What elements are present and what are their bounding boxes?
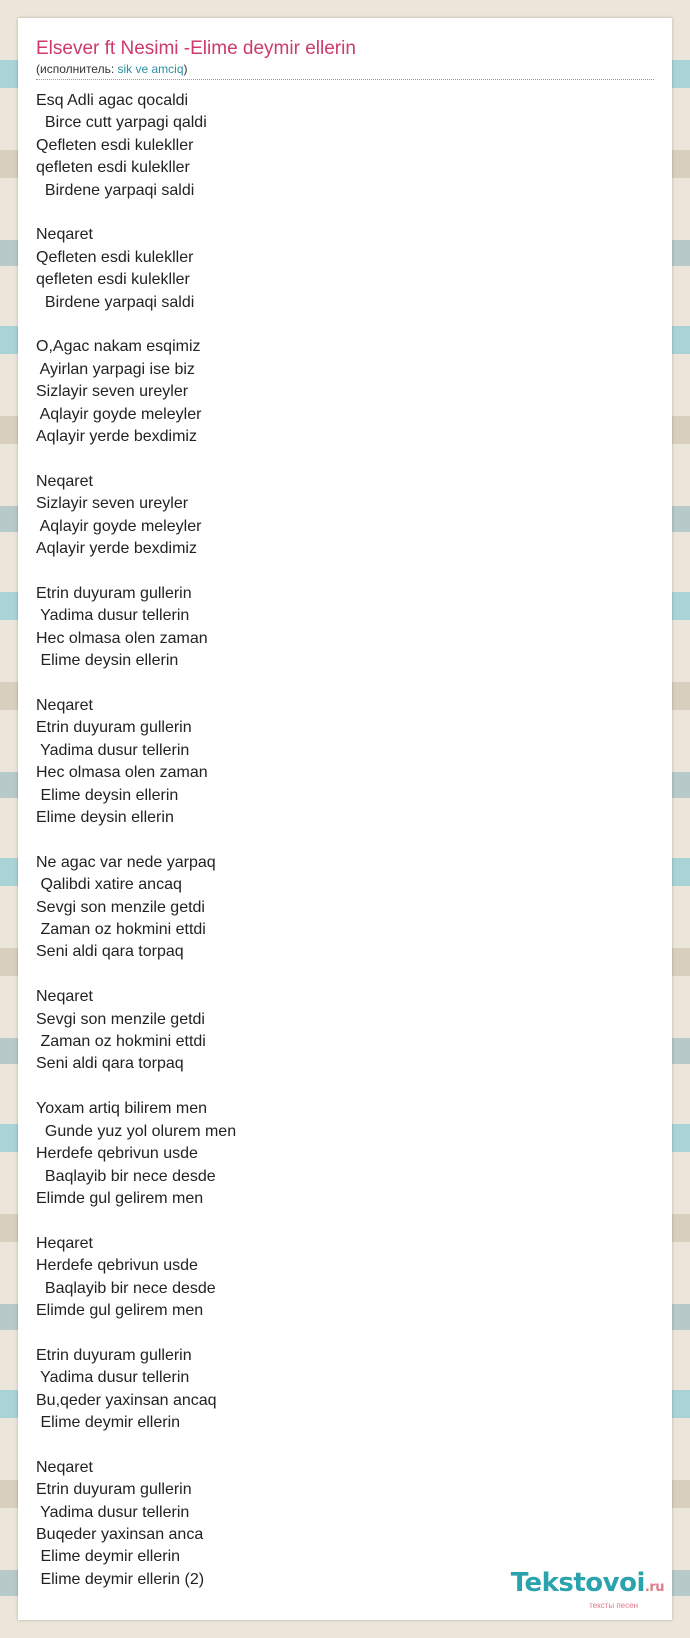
lyrics-text [36,90,636,1591]
lyric-line: O,Agac nakam esqimiz [36,338,201,356]
lyric-line: Elime deysin ellerin [36,652,179,670]
lyric-line [36,1434,636,1456]
performer-line [36,62,188,76]
lyric-line: Neqaret [36,226,93,244]
lyric-line [36,449,636,471]
lyric-line: Qefleten esdi kulekller [36,136,194,154]
lyric-line: Yadima dusur tellerin [36,607,190,625]
lyric-line: Etrin duyuram gullerin [36,719,192,737]
lyric-line: Bu,qeder yaxinsan ancaq [36,1391,217,1409]
lyric-line: Aqlayir goyde meleyler [36,517,202,535]
lyric-line: Neqaret [36,696,93,714]
lyric-line: Etrin duyuram gullerin [36,584,192,602]
lyric-line: Qefleten esdi kulekller [36,248,194,266]
lyrics-card [18,18,672,1620]
lyric-line: Esq Adli agac qocaldi [36,92,189,109]
lyric-line: Birce cutt yarpagi qaldi [36,114,207,132]
lyric-line [36,1076,636,1098]
lyric-line: Seni aldi qara torpaq [36,1055,184,1073]
lyric-line: Yadima dusur tellerin [36,741,190,759]
lyric-line: Heqaret [36,1234,93,1252]
lyric-line: Birdene yarpaqi saldi [36,293,195,311]
title-divider [36,79,654,80]
lyric-line: Herdefe qebrivun usde [36,1145,198,1163]
lyric-line: Aqlayir yerde bexdimiz [36,428,197,446]
lyric-line: Hec olmasa olen zaman [36,764,208,782]
lyric-line: Hec olmasa olen zaman [36,629,208,647]
lyric-line: Etrin duyuram gullerin [36,1481,192,1499]
lyric-line [36,829,636,851]
performer-suffix: ) [183,62,188,76]
lyric-line: Baqlayib bir nece desde [36,1279,216,1297]
lyric-line [36,314,636,336]
lyric-line: Seni aldi qara torpaq [36,943,184,961]
lyric-line: Elime deysin ellerin [36,809,174,826]
lyric-line: Yoxam artiq bilirem men [36,1100,208,1118]
lyric-line: Zaman oz hokmini ettdi [36,1033,206,1051]
lyric-line: Elime deymir ellerin [36,1548,181,1566]
lyric-line: Etrin duyuram gullerin [36,1346,192,1364]
lyric-line [36,1210,636,1232]
lyric-line: Zaman oz hokmini ettdi [36,921,206,939]
lyric-line: Herdefe qebrivun usde [36,1257,198,1275]
lyric-line: Gunde yuz yol olurem men [36,1122,237,1140]
lyric-line: Qalibdi xatire ancaq [36,876,182,894]
lyric-line: Neqaret [36,988,93,1006]
lyric-line: Sizlayir seven ureyler [36,495,189,513]
lyric-line: Baqlayib bir nece desde [36,1167,216,1185]
lyric-line [36,1322,636,1344]
site-logo[interactable] [511,1570,664,1610]
logo-tagline: тексты песен [589,1601,638,1610]
lyric-line [36,964,636,986]
lyric-line: Birdene yarpaqi saldi [36,181,195,199]
lyric-line: Neqaret [36,472,93,490]
lyric-line: Sevgi son menzile getdi [36,898,205,916]
logo-wordmark: Tekstovoi [510,1568,645,1598]
lyric-line: Neqaret [36,1458,93,1476]
lyric-line: Elimde gul gelirem men [36,1301,204,1319]
lyric-line: Sevgi son menzile getdi [36,1010,205,1028]
lyric-line: Yadima dusur tellerin [36,1503,190,1521]
lyric-line: Elime deymir ellerin [36,1413,181,1431]
lyric-line: qefleten esdi kulekller [36,159,190,177]
lyric-line: Buqeder yaxinsan anca [36,1526,204,1543]
lyric-line [36,202,636,224]
lyric-line: Yadima dusur tellerin [36,1369,190,1387]
lyric-line: qefleten esdi kulekller [36,271,190,289]
lyric-line [36,561,636,583]
lyric-line [36,673,636,695]
lyric-line: Ne agac var nede yarpaq [36,853,216,871]
lyric-line: Elimde gul gelirem men [36,1189,204,1207]
performer-prefix: (исполнитель: [36,62,118,76]
lyric-line: Sizlayir seven ureyler [36,383,189,401]
lyric-line: Elime deymir ellerin (2) [36,1570,205,1588]
performer-link[interactable]: sik ve amciq [117,62,184,76]
lyric-line: Elime deysin ellerin [36,786,179,804]
lyric-line: Ayirlan yarpagi ise biz [36,360,195,378]
song-title: Elsever ft Nesimi -Elime deymir ellerin [36,38,356,59]
lyric-line: Aqlayir goyde meleyler [36,405,202,423]
lyric-line: Aqlayir yerde bexdimiz [36,540,197,558]
logo-domain: .ru [644,1580,664,1595]
